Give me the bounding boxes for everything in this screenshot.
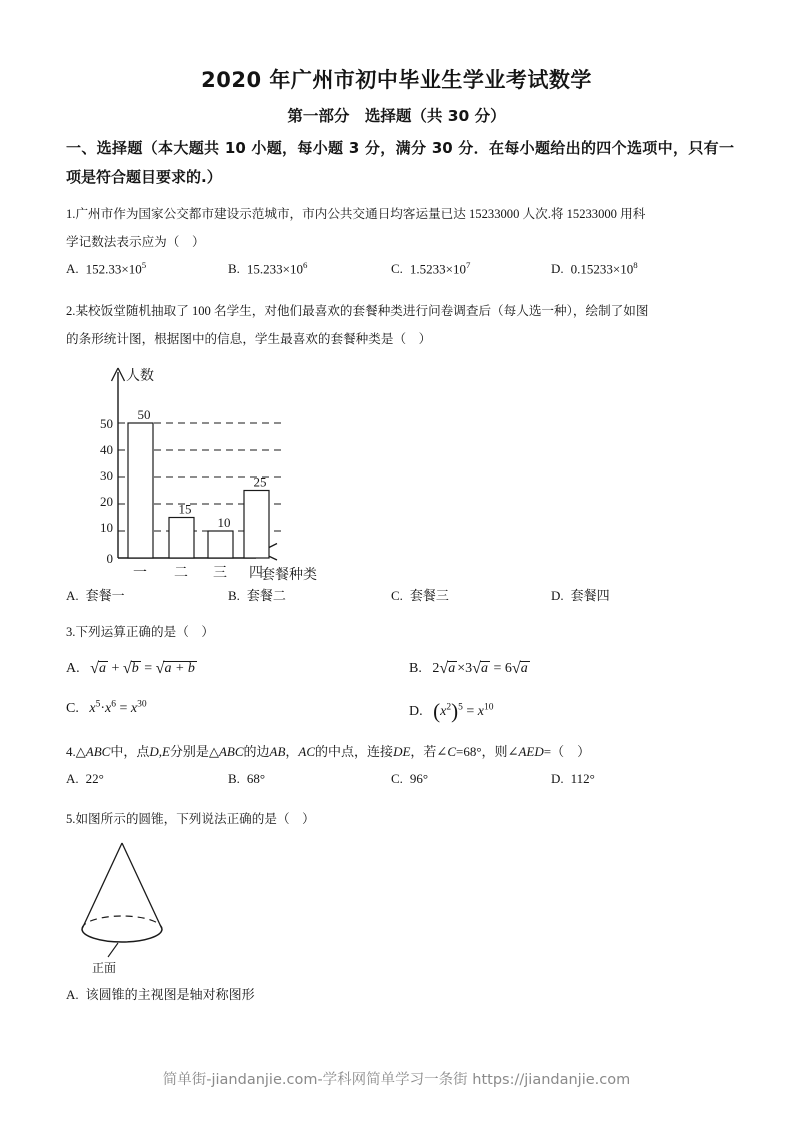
- svg-text:20: 20: [100, 494, 113, 509]
- svg-text:一: 一: [133, 565, 147, 581]
- cone-base-back-arc: [82, 916, 162, 929]
- question-3-stem: 3.下列运算正确的是（ ）: [66, 625, 214, 639]
- bar-category-4: [244, 491, 269, 559]
- option-2-D[interactable]: D. 套餐四: [551, 588, 610, 603]
- option-5-A[interactable]: A. 该圆锥的主视图是轴对称图形: [66, 987, 255, 1002]
- option-3-D[interactable]: D. $(x^2)^5 = x^{10}$: [409, 699, 494, 723]
- option-3-C[interactable]: C. $x^5\cdot x^6 = x^{30}$: [66, 699, 147, 716]
- cone-label-leader-line: [108, 943, 118, 957]
- option-2-B[interactable]: B. 套餐二: [228, 588, 286, 603]
- part-subtitle: 第一部分 选择题（共 30 分）: [287, 107, 506, 125]
- option-4-A[interactable]: A. 22°: [66, 771, 104, 786]
- svg-text:10: 10: [100, 520, 113, 535]
- bar-category-3: [208, 531, 233, 558]
- svg-text:40: 40: [100, 442, 113, 457]
- question-4-stem: 4.△ABC中，点D,E分别是△ABC的边AB，AC的中点，连接DE，若∠C=68°，则∠AED=（ ）: [66, 744, 591, 759]
- section-instruction: 一、选择题（本大题共 10 小题，每小题 3 分，满分 30 分．在每小题给出的四个选项中，只有一项是符合题目要求的.）: [66, 139, 734, 186]
- cone-figure: [70, 833, 260, 983]
- option-2-C[interactable]: C. 套餐三: [391, 588, 449, 603]
- option-3-B[interactable]: B. 2√a ×3√a = 6√a: [409, 660, 528, 677]
- bar-chart-svg: [88, 360, 358, 585]
- option-2-A[interactable]: A. 套餐一: [66, 588, 125, 603]
- question-1-stem-line1: 1.广州市作为国家公交都市建设示范城市，市内公共交通日均客运量已达 15233000 人次.将 15233000 用科: [66, 207, 646, 221]
- question-1-stem-line2: 学记数法表示应为（ ）: [66, 235, 205, 249]
- option-3-C-formula: $x^5\cdot x^6 = x^{30}$: [89, 699, 147, 716]
- option-4-D[interactable]: D. 112°: [551, 771, 595, 786]
- option-3-A[interactable]: A. √a + √b = √a + b: [66, 660, 195, 677]
- option-4-B[interactable]: B. 68°: [228, 771, 266, 786]
- chart-bars: [128, 423, 269, 558]
- chart-y-axis-label: 人数: [126, 368, 154, 384]
- option-1-D[interactable]: D. $0.15233\times 10^8$: [551, 260, 638, 277]
- bar-chart-figure: [88, 360, 358, 585]
- option-4-C[interactable]: C. 96°: [391, 771, 429, 786]
- svg-text:四: 四: [249, 565, 263, 581]
- chart-y-axis: [112, 368, 125, 558]
- page-title: 2020 年广州市初中毕业生学业考试数学: [201, 68, 592, 92]
- bar-category-2: [169, 518, 194, 559]
- option-1-A[interactable]: A. $152.33\times 10^5$: [66, 260, 147, 277]
- question-1-options: [0, 260, 793, 284]
- footer-watermark: 简单街-jiandanjie.com-学科网简单学习一条街 https://jiandanjie.com: [162, 1072, 631, 1088]
- option-1-C[interactable]: C. $1.5233\times 10^7$: [391, 260, 471, 277]
- bar-category-1: [128, 423, 153, 558]
- question-2-stem-line1: 2.某校饭堂随机抽取了 100 名学生，对他们最喜欢的套餐种类进行问卷调查后（每人选一种），绘制了如图: [66, 304, 649, 318]
- svg-text:50: 50: [100, 416, 113, 431]
- cone-svg: [70, 833, 260, 983]
- option-3-A-formula: √a + √b = √a + b: [90, 660, 195, 677]
- svg-text:二: 二: [174, 565, 188, 581]
- option-1-B[interactable]: B. $15.233\times 10^6$: [228, 260, 308, 277]
- svg-text:10: 10: [217, 515, 231, 530]
- svg-text:25: 25: [253, 474, 267, 490]
- cone-front-label: 正面: [92, 961, 117, 975]
- option-3-D-formula: $(x^2)^5 = x^{10}$: [433, 699, 494, 723]
- chart-x-axis-label: 套餐种类: [261, 567, 317, 583]
- cone-base-front-arc: [82, 929, 162, 942]
- svg-text:50: 50: [137, 407, 151, 422]
- chart-y-tick-labels: [100, 416, 113, 566]
- svg-text:15: 15: [178, 501, 192, 517]
- question-2-stem-line2: 的条形统计图，根据图中的信息，学生最喜欢的套餐种类是（ ）: [66, 332, 432, 346]
- svg-text:30: 30: [100, 468, 113, 483]
- option-3-B-formula: 2√a ×3√a = 6√a: [432, 660, 528, 677]
- chart-x-tick-labels: [133, 565, 263, 581]
- question-5-stem: 5.如图所示的圆锥，下列说法正确的是（ ）: [66, 812, 315, 826]
- svg-text:三: 三: [213, 565, 227, 581]
- svg-text:0: 0: [106, 551, 113, 566]
